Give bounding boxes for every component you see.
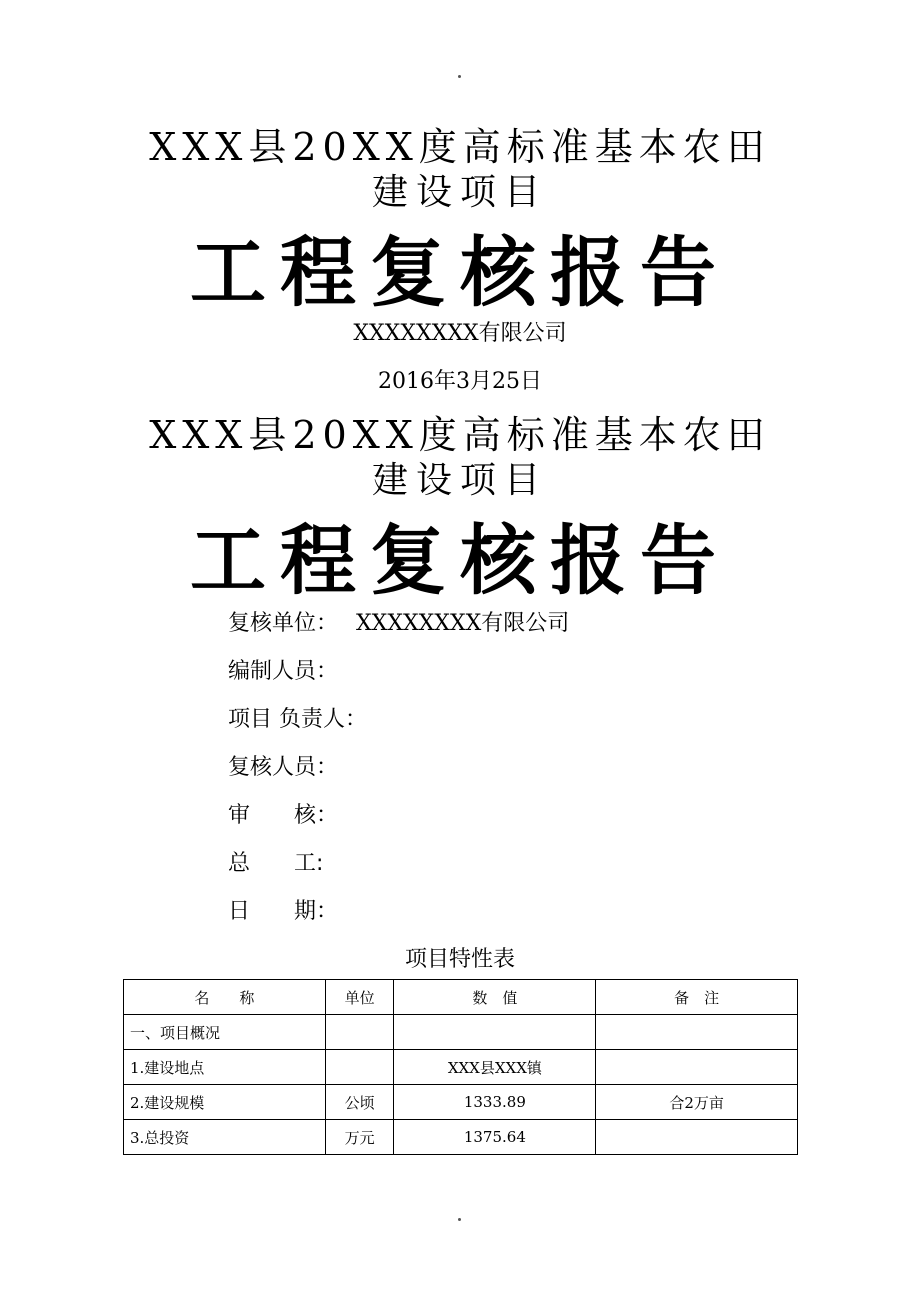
table-row — [124, 1050, 798, 1085]
cell-value: XXX县XXX镇 — [394, 1050, 596, 1085]
inner-title-line1: XXX县20XX度高标准基本农田 — [149, 413, 771, 457]
table-title: 项目特性表 — [404, 947, 515, 972]
cover-date: 2016年3月25日 — [378, 369, 542, 394]
inner-report-title: 工程复核报告 — [190, 516, 730, 605]
cell-remark: 合2万亩 — [596, 1085, 798, 1120]
cell-unit — [325, 1050, 394, 1085]
cell-remark — [596, 1015, 798, 1050]
header-remark: 备 注 — [596, 980, 798, 1015]
cell-name: 1.建设地点 — [124, 1050, 326, 1085]
field-label: 日 期： — [228, 899, 339, 924]
page-marker-dot-bottom — [458, 1218, 461, 1221]
table-row — [124, 1015, 798, 1050]
field-label: 复核人员： — [228, 755, 339, 780]
header-unit: 单位 — [325, 980, 394, 1015]
cover-title-line1: XXX县20XX度高标准基本农田 — [149, 125, 771, 169]
cell-name: 一、项目概况 — [124, 1015, 326, 1050]
cell-remark — [596, 1050, 798, 1085]
cell-value: 1375.64 — [394, 1120, 596, 1155]
cell-name: 2.建设规模 — [124, 1085, 326, 1120]
cell-name: 3.总投资 — [124, 1120, 326, 1155]
table-header-row — [124, 980, 798, 1015]
cell-remark — [596, 1120, 798, 1155]
page-marker-dot-top — [458, 75, 461, 78]
cover-report-title: 工程复核报告 — [190, 228, 730, 317]
project-spec-table — [123, 979, 798, 1155]
field-label: 复核单位： — [228, 611, 339, 636]
field-chief-engineer — [228, 846, 356, 877]
header-value: 数 值 — [394, 980, 596, 1015]
cell-unit: 公顷 — [325, 1085, 394, 1120]
cell-unit — [325, 1015, 394, 1050]
field-date — [228, 894, 356, 925]
field-label: 编制人员： — [228, 659, 339, 684]
header-name: 名 称 — [124, 980, 326, 1015]
field-label: 总 工: — [228, 851, 324, 876]
cell-value: 1333.89 — [394, 1085, 596, 1120]
cover-title-line2: 建设项目 — [371, 172, 548, 213]
cell-unit: 万元 — [325, 1120, 394, 1155]
field-label: 审 核： — [228, 803, 339, 828]
field-review-unit — [228, 606, 569, 637]
field-label: 项目 负责人： — [228, 707, 367, 732]
cell-value — [394, 1015, 596, 1050]
table-row — [124, 1085, 798, 1120]
inner-title-line2: 建设项目 — [371, 460, 548, 501]
cover-company: XXXXXXXX有限公司 — [353, 321, 567, 346]
field-reviewer — [228, 750, 356, 781]
field-auditor — [228, 798, 356, 829]
field-value: XXXXXXXX有限公司 — [356, 611, 570, 636]
field-compiler — [228, 654, 356, 685]
table-row — [124, 1120, 798, 1155]
field-project-lead — [228, 702, 367, 733]
